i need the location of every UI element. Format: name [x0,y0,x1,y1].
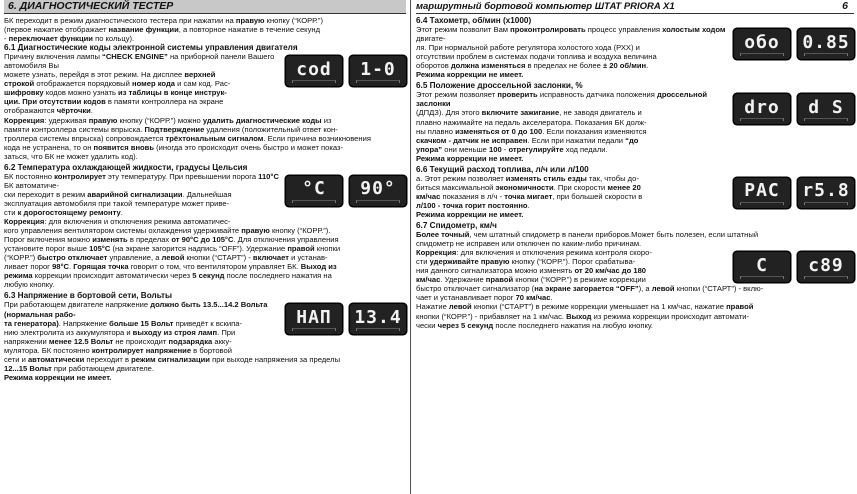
text-line: заться, что БК не может удалить код). [4,151,138,161]
text-line: (первое нажатие отображает название функции, а повторное нажатие в течение секунд [4,25,321,35]
text-line: БК переходит в режим диагностического тестера при нажатии на правую кнопку (“КОРР.”) [4,16,323,25]
left-column [4,0,406,382]
text-line: строкой отображается порядковый номер кода и сам код. Рас- [4,79,231,89]
text-line: можете узнать, перейдя в этот режим. На дисплее верхней [4,70,216,80]
text-line: Коррекция: для включения и отключения режима контроля скоро- [416,248,652,258]
lcd-right: r5.8 [798,178,854,208]
lcd-left: dro [734,94,790,124]
s62-text [4,172,280,217]
lcd-right: 0.85 [798,29,854,59]
lcd-left: НАП [286,304,342,334]
s61-text [4,52,280,115]
s66-display [728,174,854,219]
text-line: (ДПДЗ). Для этого включите зажигание, не заводя двигатель и [416,108,642,118]
book-title: маршрутный бортовой компьютер ШТАТ PRIORA X1 [416,0,675,12]
text-line: (“КОРР.”) быстро отключает управление, а левой кнопки (“СТАРТ”) - включает и устанав- [4,253,328,263]
text-line: кода не устранена, то он появится вновь (иногда это происходит очень быстро и может показ- [4,142,344,152]
text-line: нию электролита из аккумулятора и выходу из строя ламп. При [4,327,236,337]
lcd-left: °C [286,176,342,206]
section-header [4,0,406,14]
text-line: шифровку кодов можно узнать из таблицы в конце инструк- [4,88,227,98]
text-line: отображаются чёрточки. [4,106,93,116]
s65-display [728,90,854,162]
text-line: ски переходит в режим аварийной сигнализации. Дальнейшая [4,189,232,199]
s64-text [416,25,728,79]
text-line: БК постоянно контролирует эту температуру. При превышении порога 110°C БК автоматиче- [4,171,279,190]
lcd-left: cod [286,56,342,86]
text-line: Нажатие левой кнопки (“СТАРТ”) в режиме коррекции уменьшает на 1 км/час, нажатие правой [416,302,754,312]
text-line: При работающем двигателе напряжение должно быть 13.5...14.2 Вольта (нормальная рабо- [4,300,268,319]
s61-correction [4,116,406,161]
s63-display [280,300,406,354]
text-line: спидометр не исправен или отключен по каким-либо причинам. [416,239,642,249]
lcd-right: 90° [350,176,406,206]
text-line: мулятора. БК постоянно контролирует напряжение в бортовой [4,345,232,355]
text-line: Режима коррекции не имеет. [416,153,524,163]
text-line: кого управления вентилятором системы охлаждения удерживайте правую кнопку (“КОРР.”). [4,226,331,236]
text-line: сти к дорогостоящему ремонту. [4,207,123,217]
text-line: биться максимальной экономичности. При скорости менее 20 [416,182,641,192]
text-line: км/час. Удержание правой кнопки (“КОРР.”) в режиме коррекции [416,275,646,285]
s67-text [416,248,728,284]
text-line: сти удерживайте правую кнопку (“КОРР.”). Порог срабатыва- [416,257,636,267]
s63-title: 6.3 Напряжение в бортовой сети, Вольты [4,291,173,301]
text-line: та генератора). Напряжение больше 15 Вольт приведёт к вскипа- [4,318,243,328]
s63-text [4,300,280,354]
lcd-right: d S [798,94,854,124]
running-header [416,0,854,14]
text-line: плавно нажимайте на педаль акселератора. Показания БК долж- [416,117,647,127]
text-line: Этот режим позволит Вам проконтролировать процесс управления холостым ходом двигате- [416,25,726,44]
text-line: а. Этот режим позволяет изменять стиль езды так, чтобы до- [416,173,639,183]
s62-title: 6.2 Температура охлаждающей жидкости, градусы Цельсия [4,162,248,172]
lcd-right: 1-0 [350,56,406,86]
text-line: км/час показания в л/ч - точка мигает, при большей скорости в [416,191,643,201]
text-line: Режима коррекции не имеет. [416,70,524,80]
text-line: Коррекция: для включения и отключения режима автоматичес- [4,217,231,227]
right-column [416,0,854,330]
text-line: ния данного сигнализатора можно изменять от 20 км/час до 180 [416,266,647,276]
text-line: кнопки (“КОРР.”) - прибавляет на 1 км/час. Выход из режима коррекции происходит автомати- [416,311,750,321]
text-line: любую кнопку. [4,280,55,290]
text-line: Режима коррекции не имеет. [4,372,112,382]
lcd-right: 13.4 [350,304,406,334]
text-line: - переключает функции по кольцу). [4,34,135,44]
s64-title: 6.4 Тахометр, об/мин (х1000) [416,16,532,25]
text-line: 12...15 Вольт при работающем двигателе. [4,363,154,373]
text-line: скачком - датчик не исправен. Если при нажатии педали “до [416,135,639,145]
s66-title: 6.6 Текущий расход топлива, л/ч или л/100 [416,164,589,174]
s64-display [728,25,854,79]
text-line: л/100 - точка горит постоянно. [416,200,530,210]
s61-display [280,52,406,115]
text-line: Причину включения лампы “CHECK ENGINE” на приборной панели Вашего автомобиля Вы [4,52,275,71]
text-line: упора” они меньше 100 - отрегулируйте ход педали. [416,144,608,154]
text-line: ливает порог 98°C. Горящая точка говорит о том, что вентилятором управляет БК. Выход из [4,262,337,272]
text-line: троллера системы впрыска) сопровождается трёхтональным сигналом. Если причина возникновения [4,133,371,143]
lcd-right: с89 [798,252,854,282]
text-line: Порог включения можно изменять в пределах от 90°C до 105°C. Для отключения управления [4,235,339,245]
page-number: 6 [842,0,848,12]
text-line: Режима коррекции не имеет. [416,209,524,219]
lcd-left: С [734,252,790,282]
text-line: сети и автоматически переходит в режим сигнализации при выходе напряжения за пределы [4,354,341,364]
text-line: быстро отключает сигнализатор (на экране загорается “OFF”), а левой кнопки (“СТАРТ”) - вклю- [416,284,764,294]
s65-title: 6.5 Положение дроссельной заслонки, % [416,81,583,91]
s65-text [416,90,728,162]
text-line: установите порог выше 105°C (на экране загорится надпись “OFF”). Удержание правой кнопки [4,244,341,254]
s67-intro [416,230,854,248]
s61-title: 6.1 Диагностические коды электронной системы управления двигателя [4,43,298,53]
text-line: напряжении менее 12.5 Вольт не происходит подзарядка акку- [4,336,232,346]
s63-tail [4,355,406,382]
s67-display [728,248,854,284]
text-line: эксплуатация автомобиля при такой температуре может приве- [4,198,230,208]
text-line: Коррекция: удерживая правую кнопку (“КОРР.”) можно удалить диагностические коды из [4,115,332,125]
lcd-left: РАС [734,178,790,208]
text-line: Более точный, чем штатный спидометр в панели приборов.Может быть полезен, если штатный [416,230,759,240]
text-line: чески через 5 секунд после последнего нажатия на любую кнопку. [416,320,653,330]
text-line: режима коррекции происходит автоматически через 5 секунд после последнего нажатия на [4,271,332,281]
text-line: Этот режим позволяет проверить исправность датчика положения дроссельной заслонки [416,90,708,109]
text-line: памяти контроллера системы впрыска. Подтверждение удаления (положительный ответ кон- [4,124,338,134]
column-divider [410,0,411,494]
s67-title: 6.7 Спидометр, км/ч [416,221,497,231]
text-line: ции. При отсутствии кодов в памяти контроллера на экране [4,97,224,107]
lcd-left: обо [734,29,790,59]
text-line: отсутствии проблем в системах подачи топлива и воздуха величина [416,52,657,62]
text-line: ны плавно изменяться от 0 до 100. Если показания изменяются [416,126,647,136]
s62-correction [4,217,406,289]
text-line: чает и устанавливает порог 70 км/час. [416,293,553,303]
text-line: оборотов должна изменяться в пределах не более ± 20 об/мин. [416,61,649,71]
intro-text [4,16,406,43]
s62-display [280,172,406,217]
text-line: ля. При нормальной работе регулятора холостого хода (РХХ) и [416,43,640,53]
s66-text [416,174,728,219]
section-title: 6. ДИАГНОСТИЧЕСКИЙ ТЕСТЕР [8,0,174,12]
s67-correction [416,284,854,329]
